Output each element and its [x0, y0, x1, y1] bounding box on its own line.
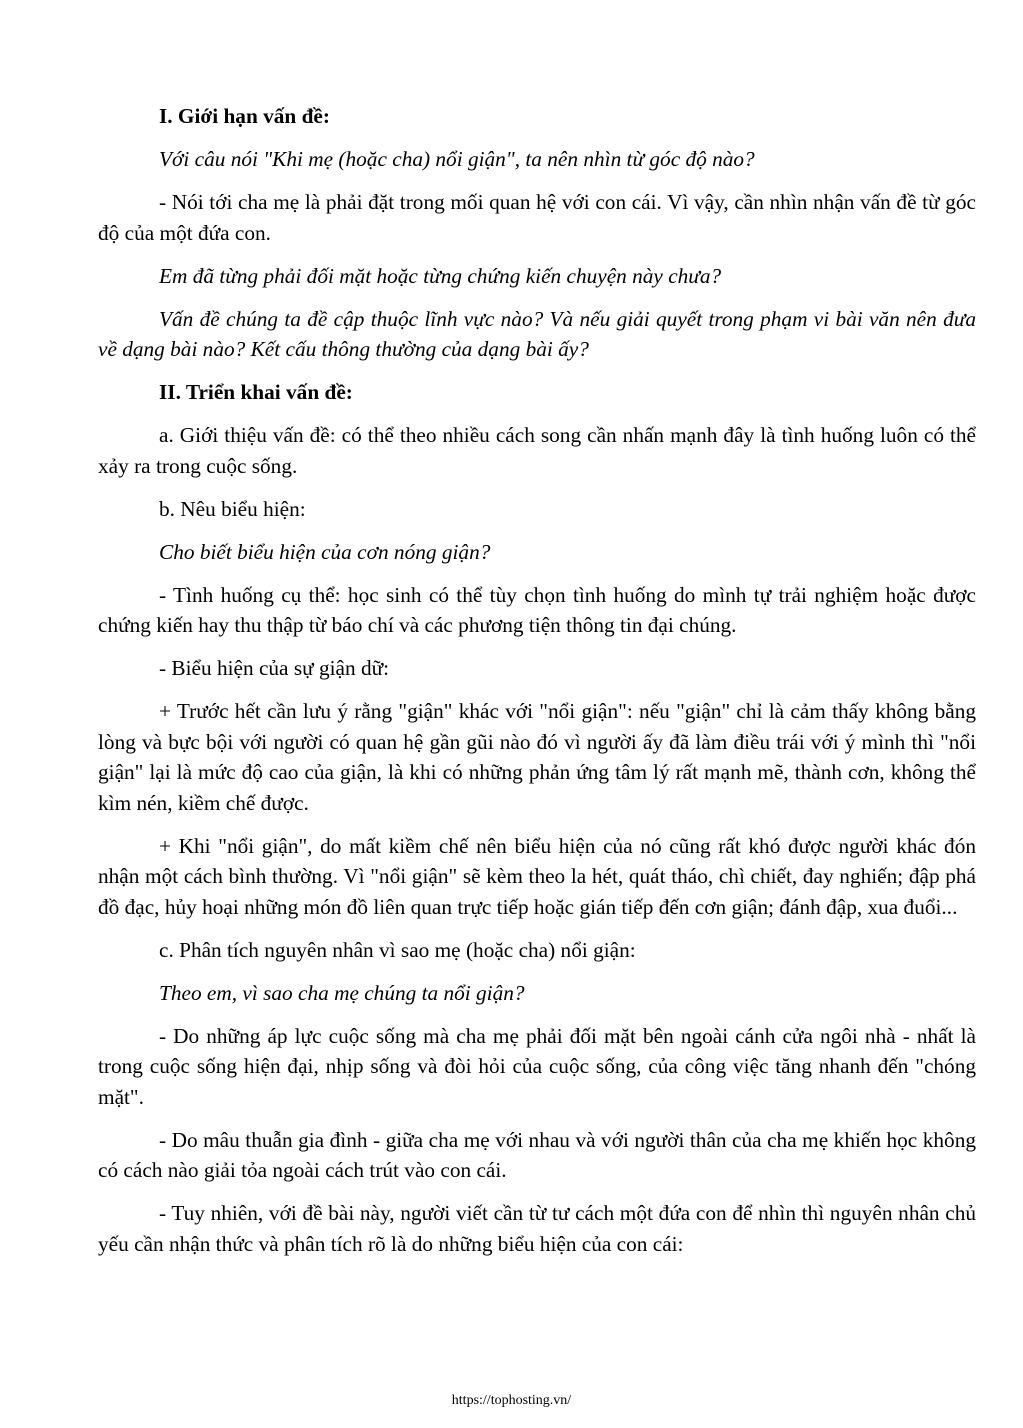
- body-paragraph: - Tình huống cụ thể: học sinh có thể tùy chọn tình huống do mình tự trải nghiệm hoặc được chứng kiến hay thu thập từ báo chí và các phương tiện thông tin đại chúng.: [98, 582, 976, 637]
- section-heading: I. Giới hạn vấn đề:: [159, 104, 330, 128]
- guiding-question: Em đã từng phải đối mặt hoặc từng chứng kiến chuyện này chưa?: [159, 263, 722, 288]
- body-paragraph: b. Nêu biểu hiện:: [159, 496, 306, 521]
- body-paragraph: + Khi "nổi giận", do mất kiềm chế nên biểu hiện của nó cũng rất khó được người khác đón nhận một cách bình thường. Vì "nổi giận" sẽ kèm theo la hét, quát tháo, chì chiết, đay nghiến; đập phá đồ đạc, hủy hoại những món đồ liên quan trực tiếp hoặc gián tiếp đến cơn giận; đánh đập, xua đuổi...: [98, 833, 976, 919]
- document-body: [98, 101, 976, 1272]
- footer-url[interactable]: https://tophosting.vn/: [451, 1393, 572, 1408]
- body-paragraph: c. Phân tích nguyên nhân vì sao mẹ (hoặc cha) nổi giận:: [159, 937, 636, 962]
- guiding-question: Với câu nói "Khi mẹ (hoặc cha) nổi giận", ta nên nhìn từ góc độ nào?: [159, 147, 755, 171]
- body-paragraph: + Trước hết cần lưu ý rằng "giận" khác với "nổi giận": nếu "giận" chỉ là cảm thấy không bằng lòng và bực bội với người có quan hệ gần gũi nào đó vì người ấy đã làm điều trái với ý mình thì "nổi giận" lại là mức độ cao của giận, là khi có những phản ứng tâm lý rất mạnh mẽ, thành cơn, không thể kìm nén, kiềm chế được.: [98, 699, 976, 815]
- guiding-question: Theo em, vì sao cha mẹ chúng ta nổi giận?: [159, 980, 525, 1005]
- body-paragraph: - Nói tới cha mẹ là phải đặt trong mối quan hệ với con cái. Vì vậy, cần nhìn nhận vấn đề từ góc độ của một đứa con.: [98, 190, 976, 245]
- guiding-question: Cho biết biểu hiện của cơn nóng giận?: [159, 539, 491, 564]
- body-paragraph: a. Giới thiệu vấn đề: có thể theo nhiều cách song cần nhấn mạnh đây là tình huống luôn có thể xảy ra trong cuộc sống.: [98, 423, 976, 478]
- body-paragraph: - Do mâu thuẫn gia đình - giữa cha mẹ với nhau và với người thân của cha mẹ khiến học không có cách nào giải tỏa ngoài cách trút vào con cái.: [98, 1127, 976, 1182]
- body-paragraph: - Tuy nhiên, với đề bài này, người viết cần từ tư cách một đứa con để nhìn thì nguyên nhân chủ yếu cần nhận thức và phân tích rõ là do những biểu hiện của con cái:: [98, 1201, 976, 1256]
- body-paragraph: - Do những áp lực cuộc sống mà cha mẹ phải đối mặt bên ngoài cánh cửa ngôi nhà - nhất là trong cuộc sống hiện đại, nhịp sống và đòi hỏi của cuộc sống, của công việc tăng nhanh đến "chóng mặt".: [98, 1023, 976, 1109]
- guiding-question: Vấn đề chúng ta đề cập thuộc lĩnh vực nào? Và nếu giải quyết trong phạm vi bài văn nên đưa về dạng bài nào? Kết cấu thông thường của dạng bài ấy?: [98, 306, 976, 361]
- body-paragraph: - Biểu hiện của sự giận dữ:: [159, 656, 390, 680]
- section-heading: II. Triển khai vấn đề:: [159, 380, 353, 404]
